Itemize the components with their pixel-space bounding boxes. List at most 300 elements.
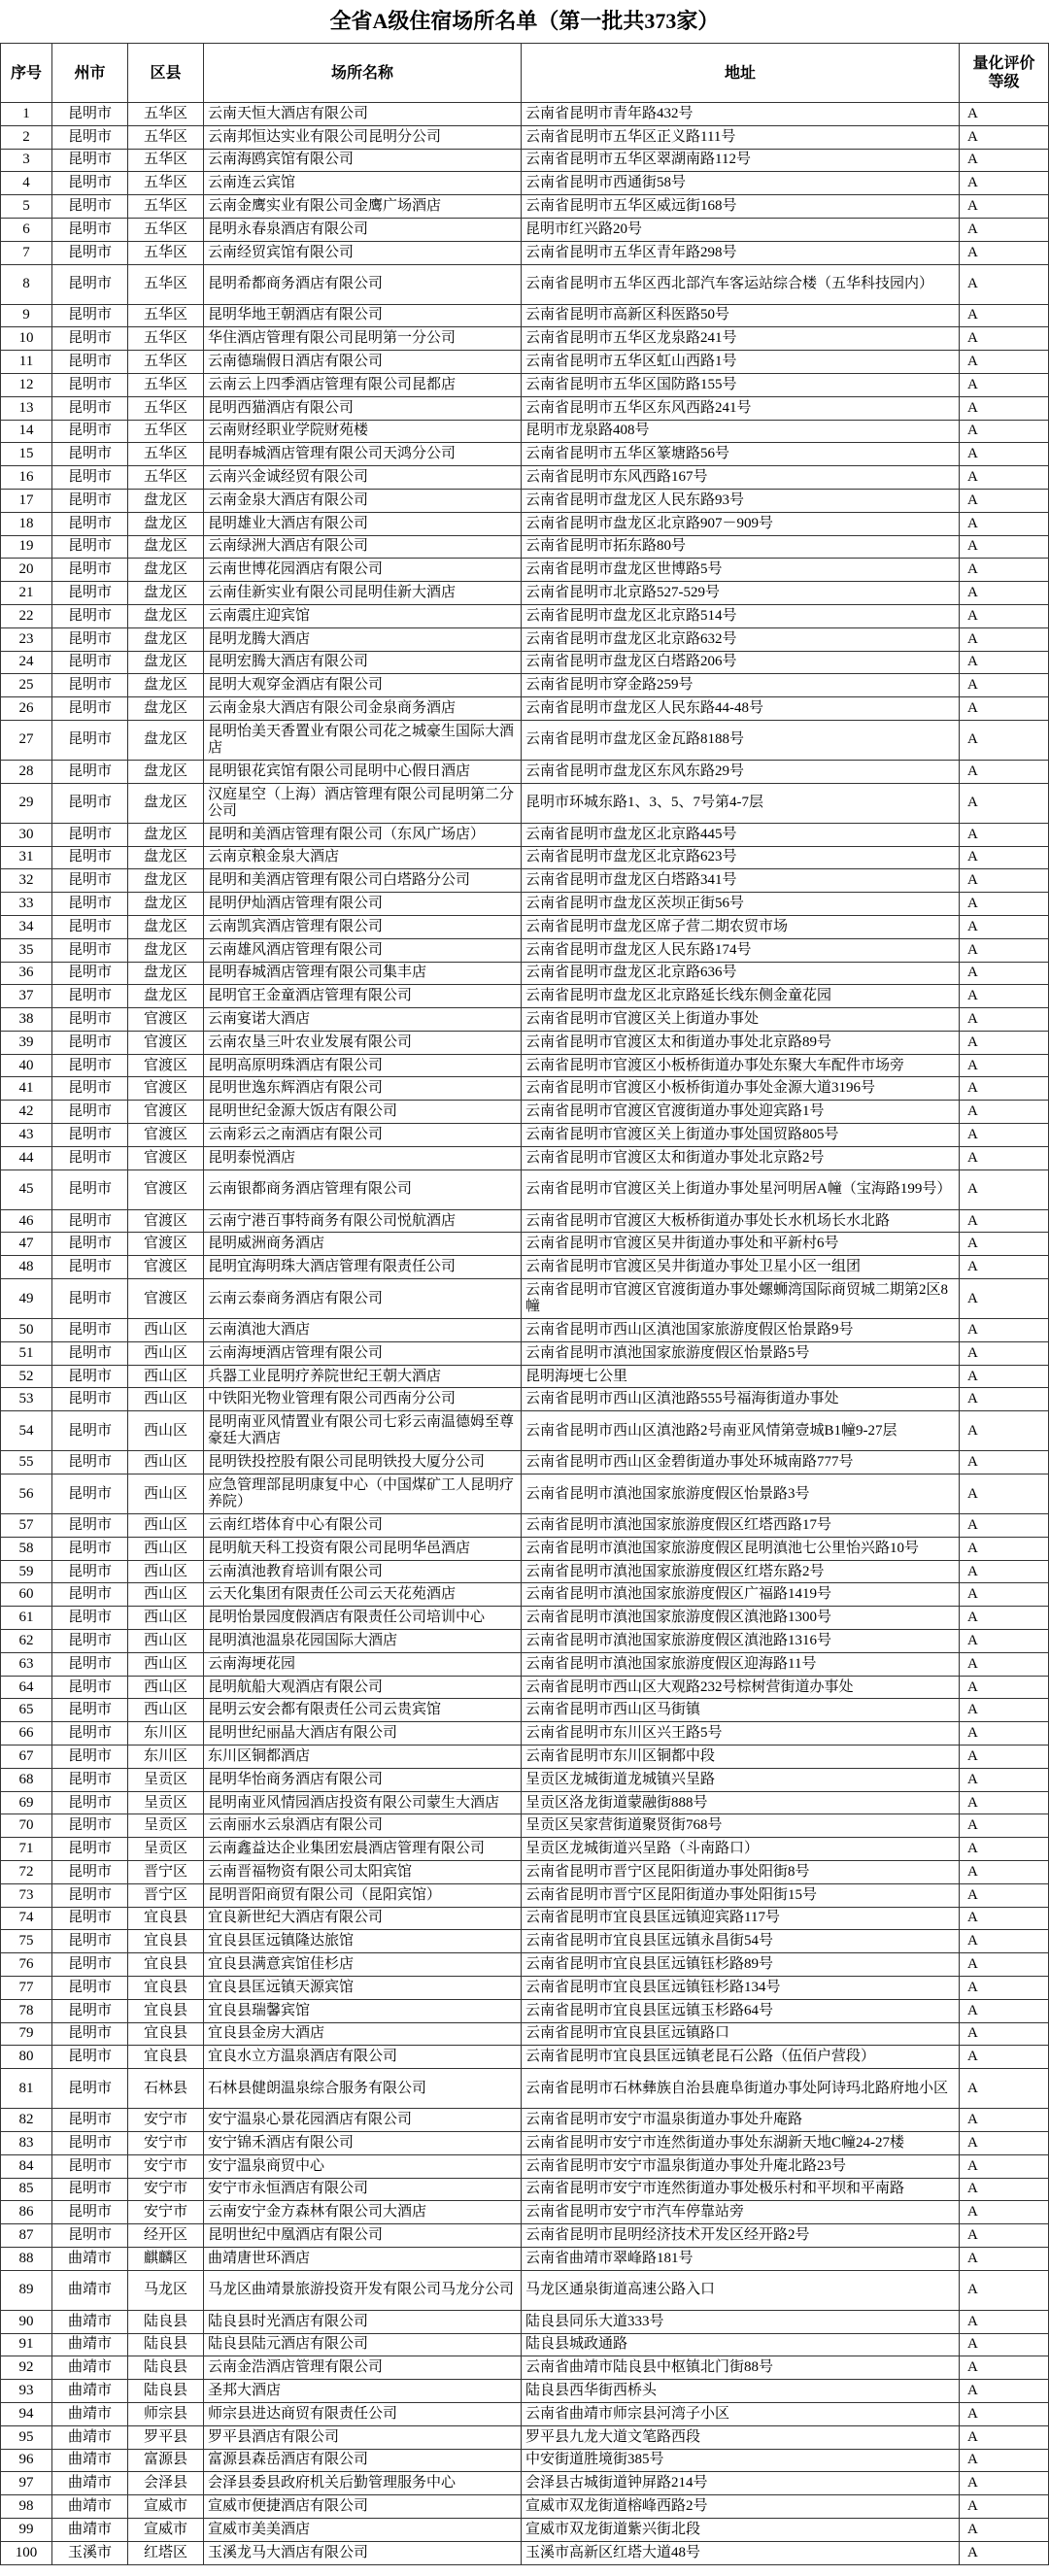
row-number: 76	[0, 1953, 52, 1977]
city-cell: 昆明市	[52, 893, 128, 916]
grade-cell: A	[960, 1677, 1049, 1700]
city-cell: 昆明市	[52, 1319, 128, 1342]
address-cell: 云南省昆明市五华区篆塘路56号	[522, 443, 960, 466]
address-cell: 云南省昆明市晋宁区昆阳街道办事处阳街8号	[522, 1861, 960, 1884]
table-row	[0, 2271, 1049, 2311]
address-cell: 云南省昆明市官渡区大板桥街道办事处长水机场长水北路	[522, 1210, 960, 1234]
grade-cell: A	[960, 1342, 1049, 1366]
address-cell: 云南省昆明市宜良县匡远镇路口	[522, 2023, 960, 2047]
venue-name-cell: 昆明世纪金源大饭店有限公司	[204, 1101, 522, 1124]
county-cell: 官渡区	[128, 1055, 204, 1078]
table-row	[0, 721, 1049, 761]
row-number: 1	[0, 103, 52, 126]
address-cell: 云南省昆明市五华区威远街168号	[522, 195, 960, 219]
venue-name-cell: 云南红塔体育中心有限公司	[204, 1514, 522, 1538]
venue-name-cell: 云南云上四季酒店管理有限公司昆都店	[204, 374, 522, 397]
county-cell: 盘龙区	[128, 784, 204, 824]
row-number: 41	[0, 1077, 52, 1101]
table-row	[0, 761, 1049, 784]
city-cell: 昆明市	[52, 513, 128, 536]
table-row	[0, 374, 1049, 397]
row-number: 42	[0, 1101, 52, 1124]
address-cell: 云南省昆明市官渡区小板桥街道办事处金源大道3196号	[522, 1077, 960, 1101]
county-cell: 呈贡区	[128, 1769, 204, 1792]
grade-cell: A	[960, 2542, 1049, 2565]
address-cell: 云南省昆明市盘龙区白塔路341号	[522, 869, 960, 893]
city-cell: 昆明市	[52, 1677, 128, 1700]
grade-cell: A	[960, 1279, 1049, 1319]
county-cell: 西山区	[128, 1342, 204, 1366]
address-cell: 昆明市龙泉路408号	[522, 421, 960, 444]
table-row	[0, 2311, 1049, 2334]
grade-cell: A	[960, 2403, 1049, 2426]
city-cell: 昆明市	[52, 2069, 128, 2109]
row-number: 86	[0, 2201, 52, 2224]
table-row	[0, 2519, 1049, 2542]
header-county: 区县	[128, 43, 204, 103]
city-cell: 昆明市	[52, 697, 128, 721]
row-number: 22	[0, 605, 52, 628]
venue-name-cell: 宜良县金房大酒店	[204, 2023, 522, 2047]
county-cell: 宜良县	[128, 2000, 204, 2023]
venue-name-cell: 云南海埂酒店管理有限公司	[204, 1342, 522, 1366]
county-cell: 富源县	[128, 2450, 204, 2473]
venue-name-cell: 云南滇池教育培训有限公司	[204, 1561, 522, 1584]
row-number: 49	[0, 1279, 52, 1319]
venue-name-cell: 师宗县进达商贸有限责任公司	[204, 2403, 522, 2426]
row-number: 70	[0, 1814, 52, 1838]
grade-cell: A	[960, 490, 1049, 513]
table-row	[0, 1561, 1049, 1584]
table-row	[0, 2179, 1049, 2202]
county-cell: 官渡区	[128, 1101, 204, 1124]
table-row	[0, 2356, 1049, 2380]
venue-name-cell: 昆明威洲商务酒店	[204, 1233, 522, 1256]
city-cell: 昆明市	[52, 1838, 128, 1861]
address-cell: 昆明市红兴路20号	[522, 219, 960, 242]
grade-cell: A	[960, 721, 1049, 761]
address-cell: 云南省昆明市五华区西北部汽车客运站综合楼（五华科技园内）	[522, 265, 960, 305]
county-cell: 盘龙区	[128, 652, 204, 675]
grade-cell: A	[960, 2069, 1049, 2109]
row-number: 46	[0, 1210, 52, 1234]
venue-name-cell: 昆明南亚风情园酒店投资有限公司蒙生大酒店	[204, 1792, 522, 1815]
row-number: 64	[0, 1677, 52, 1700]
grade-cell: A	[960, 2356, 1049, 2380]
venue-name-cell: 昆明宏腾大酒店有限公司	[204, 652, 522, 675]
venue-name-cell: 昆明世纪中凰酒店有限公司	[204, 2224, 522, 2248]
row-number: 7	[0, 242, 52, 265]
grade-cell: A	[960, 2023, 1049, 2047]
grade-cell: A	[960, 1561, 1049, 1584]
county-cell: 盘龙区	[128, 869, 204, 893]
city-cell: 曲靖市	[52, 2311, 128, 2334]
grade-cell: A	[960, 1124, 1049, 1147]
address-cell: 云南省昆明市昆明经济技术开发区经开路2号	[522, 2224, 960, 2248]
grade-cell: A	[960, 1884, 1049, 1908]
table-row	[0, 1653, 1049, 1677]
venue-name-cell: 曲靖唐世环酒店	[204, 2248, 522, 2271]
grade-cell: A	[960, 1210, 1049, 1234]
grade-cell: A	[960, 2132, 1049, 2155]
address-cell: 云南省昆明市盘龙区北京路延长线东侧金童花园	[522, 985, 960, 1008]
row-number: 100	[0, 2542, 52, 2565]
grade-cell: A	[960, 605, 1049, 628]
table-row	[0, 1861, 1049, 1884]
row-number: 36	[0, 963, 52, 986]
county-cell: 盘龙区	[128, 536, 204, 559]
address-cell: 云南省昆明市滇池国家旅游度假区怡景路5号	[522, 1342, 960, 1366]
row-number: 59	[0, 1561, 52, 1584]
address-cell: 云南省昆明市官渡区官渡街道办事处迎宾路1号	[522, 1101, 960, 1124]
county-cell: 五华区	[128, 351, 204, 374]
city-cell: 昆明市	[52, 1279, 128, 1319]
row-number: 32	[0, 869, 52, 893]
venue-name-cell: 云南凯宾酒店管理有限公司	[204, 916, 522, 939]
address-cell: 云南省昆明市宜良县匡远镇迎宾路117号	[522, 1908, 960, 1931]
grade-cell: A	[960, 513, 1049, 536]
table-row	[0, 2201, 1049, 2224]
row-number: 91	[0, 2334, 52, 2357]
venue-name-cell: 云南经贸宾馆有限公司	[204, 242, 522, 265]
address-cell: 云南省昆明市安宁市温泉街道办事处升庵北路23号	[522, 2155, 960, 2179]
table-row	[0, 2109, 1049, 2132]
table-row	[0, 1366, 1049, 1389]
venue-name-cell: 云南金鹰实业有限公司金鹰广场酒店	[204, 195, 522, 219]
grade-cell: A	[960, 824, 1049, 847]
venue-name-cell: 昆明云安会都有限责任公司云贵宾馆	[204, 1699, 522, 1722]
row-number: 68	[0, 1769, 52, 1792]
city-cell: 昆明市	[52, 126, 128, 150]
city-cell: 曲靖市	[52, 2472, 128, 2495]
city-cell: 昆明市	[52, 1953, 128, 1977]
grade-cell: A	[960, 219, 1049, 242]
county-cell: 西山区	[128, 1319, 204, 1342]
grade-cell: A	[960, 2334, 1049, 2357]
row-number: 25	[0, 674, 52, 697]
venue-name-cell: 云南佳新实业有限公司昆明佳新大酒店	[204, 582, 522, 605]
grade-cell: A	[960, 1722, 1049, 1746]
county-cell: 盘龙区	[128, 559, 204, 582]
city-cell: 昆明市	[52, 1722, 128, 1746]
row-number: 56	[0, 1474, 52, 1514]
grade-cell: A	[960, 939, 1049, 963]
venue-name-cell: 宜良县匡远镇天源宾馆	[204, 1977, 522, 2000]
table-row	[0, 219, 1049, 242]
county-cell: 呈贡区	[128, 1792, 204, 1815]
venue-name-cell: 云南金泉大酒店有限公司	[204, 490, 522, 513]
row-number: 39	[0, 1032, 52, 1055]
county-cell: 安宁市	[128, 2201, 204, 2224]
table-row	[0, 2069, 1049, 2109]
row-number: 29	[0, 784, 52, 824]
address-cell: 呈贡区吴家营街道聚贤街768号	[522, 1814, 960, 1838]
table-row	[0, 126, 1049, 150]
row-number: 44	[0, 1147, 52, 1170]
county-cell: 五华区	[128, 219, 204, 242]
city-cell: 昆明市	[52, 1514, 128, 1538]
venue-name-cell: 应急管理部昆明康复中心（中国煤矿工人昆明疗养院）	[204, 1474, 522, 1514]
table-row	[0, 513, 1049, 536]
table-row	[0, 1884, 1049, 1908]
county-cell: 西山区	[128, 1583, 204, 1607]
venue-name-cell: 昆明晋阳商贸有限公司（昆阳宾馆）	[204, 1884, 522, 1908]
county-cell: 五华区	[128, 374, 204, 397]
city-cell: 昆明市	[52, 1101, 128, 1124]
county-cell: 西山区	[128, 1561, 204, 1584]
county-cell: 马龙区	[128, 2271, 204, 2311]
grade-cell: A	[960, 1930, 1049, 1953]
city-cell: 昆明市	[52, 1210, 128, 1234]
county-cell: 官渡区	[128, 1256, 204, 1279]
venue-name-cell: 云南兴金诚经贸有限公司	[204, 466, 522, 490]
county-cell: 师宗县	[128, 2403, 204, 2426]
venue-name-cell: 昆明龙腾大酒店	[204, 628, 522, 652]
row-number: 71	[0, 1838, 52, 1861]
table-row	[0, 628, 1049, 652]
county-cell: 盘龙区	[128, 985, 204, 1008]
venue-name-cell: 云南宴诺大酒店	[204, 1008, 522, 1032]
table-row	[0, 916, 1049, 939]
venue-name-cell: 陆良县陆元酒店有限公司	[204, 2334, 522, 2357]
county-cell: 五华区	[128, 327, 204, 351]
table-row	[0, 2023, 1049, 2047]
county-cell: 安宁市	[128, 2132, 204, 2155]
city-cell: 昆明市	[52, 2224, 128, 2248]
venue-name-cell: 马龙区曲靖景旅游投资开发有限公司马龙分公司	[204, 2271, 522, 2311]
city-cell: 昆明市	[52, 2179, 128, 2202]
address-cell: 宣威市双龙街道紫兴街北段	[522, 2519, 960, 2542]
city-cell: 曲靖市	[52, 2271, 128, 2311]
county-cell: 安宁市	[128, 2155, 204, 2179]
address-cell: 云南省昆明市宜良县匡远镇永昌街54号	[522, 1930, 960, 1953]
city-cell: 曲靖市	[52, 2519, 128, 2542]
county-cell: 西山区	[128, 1514, 204, 1538]
address-cell: 云南省昆明市东川区铜都中段	[522, 1746, 960, 1769]
table-row	[0, 2403, 1049, 2426]
city-cell: 昆明市	[52, 784, 128, 824]
venue-name-cell: 安宁温泉心景花园酒店有限公司	[204, 2109, 522, 2132]
venue-name-cell: 昆明和美酒店管理有限公司（东风广场店）	[204, 824, 522, 847]
city-cell: 昆明市	[52, 490, 128, 513]
city-cell: 昆明市	[52, 1561, 128, 1584]
row-number: 31	[0, 847, 52, 870]
table-row	[0, 2450, 1049, 2473]
table-row	[0, 351, 1049, 374]
city-cell: 昆明市	[52, 2000, 128, 2023]
city-cell: 昆明市	[52, 103, 128, 126]
county-cell: 五华区	[128, 172, 204, 195]
grade-cell: A	[960, 2201, 1049, 2224]
county-cell: 盘龙区	[128, 697, 204, 721]
city-cell: 昆明市	[52, 1930, 128, 1953]
address-cell: 云南省昆明市官渡区关上街道办事处	[522, 1008, 960, 1032]
table-row	[0, 1538, 1049, 1561]
grade-cell: A	[960, 1814, 1049, 1838]
row-number: 14	[0, 421, 52, 444]
address-cell: 云南省昆明市盘龙区白塔路206号	[522, 652, 960, 675]
city-cell: 昆明市	[52, 605, 128, 628]
grade-cell: A	[960, 2179, 1049, 2202]
grade-cell: A	[960, 1583, 1049, 1607]
venue-name-cell: 东川区铜都酒店	[204, 1746, 522, 1769]
city-cell: 昆明市	[52, 1653, 128, 1677]
address-cell: 昆明海埂七公里	[522, 1366, 960, 1389]
city-cell: 昆明市	[52, 1607, 128, 1630]
row-number: 62	[0, 1630, 52, 1653]
county-cell: 安宁市	[128, 2179, 204, 2202]
grade-cell: A	[960, 374, 1049, 397]
table-row	[0, 443, 1049, 466]
grade-cell: A	[960, 2155, 1049, 2179]
address-cell: 云南省昆明市西山区马街镇	[522, 1699, 960, 1722]
table-row	[0, 1170, 1049, 1210]
grade-cell: A	[960, 869, 1049, 893]
grade-cell: A	[960, 1607, 1049, 1630]
county-cell: 罗平县	[128, 2426, 204, 2450]
row-number: 19	[0, 536, 52, 559]
city-cell: 昆明市	[52, 443, 128, 466]
grade-cell: A	[960, 985, 1049, 1008]
grade-cell: A	[960, 150, 1049, 173]
county-cell: 陆良县	[128, 2356, 204, 2380]
row-number: 10	[0, 327, 52, 351]
grade-cell: A	[960, 265, 1049, 305]
row-number: 34	[0, 916, 52, 939]
row-number: 23	[0, 628, 52, 652]
county-cell: 五华区	[128, 150, 204, 173]
city-cell: 昆明市	[52, 1977, 128, 2000]
venue-name-cell: 安宁市永恒酒店有限公司	[204, 2179, 522, 2202]
row-number: 3	[0, 150, 52, 173]
venue-table	[0, 43, 1049, 2565]
address-cell: 云南省昆明市西山区滇池国家旅游度假区怡景路9号	[522, 1319, 960, 1342]
row-number: 27	[0, 721, 52, 761]
table-row	[0, 652, 1049, 675]
table-row	[0, 674, 1049, 697]
row-number: 12	[0, 374, 52, 397]
row-number: 4	[0, 172, 52, 195]
row-number: 80	[0, 2046, 52, 2069]
county-cell: 西山区	[128, 1451, 204, 1474]
grade-cell: A	[960, 2495, 1049, 2519]
city-cell: 昆明市	[52, 985, 128, 1008]
table-row	[0, 195, 1049, 219]
row-number: 78	[0, 2000, 52, 2023]
city-cell: 昆明市	[52, 2132, 128, 2155]
table-row	[0, 242, 1049, 265]
county-cell: 盘龙区	[128, 824, 204, 847]
city-cell: 曲靖市	[52, 2248, 128, 2271]
grade-cell: A	[960, 2472, 1049, 2495]
address-cell: 云南省昆明市穿金路259号	[522, 674, 960, 697]
venue-name-cell: 昆明官王金童酒店管理有限公司	[204, 985, 522, 1008]
address-cell: 呈贡区洛龙街道蒙融街888号	[522, 1792, 960, 1815]
address-cell: 云南省昆明市盘龙区席子营二期农贸市场	[522, 916, 960, 939]
address-cell: 云南省昆明市五华区龙泉路241号	[522, 327, 960, 351]
county-cell: 官渡区	[128, 1008, 204, 1032]
city-cell: 昆明市	[52, 1342, 128, 1366]
grade-cell: A	[960, 351, 1049, 374]
county-cell: 晋宁区	[128, 1884, 204, 1908]
row-number: 16	[0, 466, 52, 490]
row-number: 21	[0, 582, 52, 605]
county-cell: 西山区	[128, 1366, 204, 1389]
venue-name-cell: 云南滇池大酒店	[204, 1319, 522, 1342]
row-number: 79	[0, 2023, 52, 2047]
grade-cell: A	[960, 784, 1049, 824]
row-number: 97	[0, 2472, 52, 2495]
city-cell: 昆明市	[52, 1411, 128, 1451]
grade-cell: A	[960, 1769, 1049, 1792]
city-cell: 昆明市	[52, 421, 128, 444]
venue-name-cell: 中铁阳光物业管理有限公司西南分公司	[204, 1388, 522, 1411]
city-cell: 昆明市	[52, 1008, 128, 1032]
table-row	[0, 1630, 1049, 1653]
row-number: 67	[0, 1746, 52, 1769]
county-cell: 盘龙区	[128, 893, 204, 916]
address-cell: 云南省昆明市盘龙区北京路623号	[522, 847, 960, 870]
header-address: 地址	[522, 43, 960, 103]
venue-name-cell: 昆明滇池温泉花园国际大酒店	[204, 1630, 522, 1653]
grade-cell: A	[960, 1366, 1049, 1389]
address-cell: 云南省昆明市滇池国家旅游度假区迎海路11号	[522, 1653, 960, 1677]
row-number: 53	[0, 1388, 52, 1411]
venue-name-cell: 云南海鸥宾馆有限公司	[204, 150, 522, 173]
city-cell: 昆明市	[52, 1032, 128, 1055]
venue-name-cell: 汉庭星空（上海）酒店管理有限公司昆明第二分公司	[204, 784, 522, 824]
county-cell: 官渡区	[128, 1124, 204, 1147]
table-row	[0, 172, 1049, 195]
grade-cell: A	[960, 327, 1049, 351]
header-city: 州市	[52, 43, 128, 103]
grade-cell: A	[960, 1077, 1049, 1101]
table-row	[0, 2495, 1049, 2519]
county-cell: 宣威市	[128, 2495, 204, 2519]
table-row	[0, 327, 1049, 351]
table-row	[0, 397, 1049, 421]
row-number: 94	[0, 2403, 52, 2426]
address-cell: 云南省昆明市官渡区关上街道办事处星河明居A幢（宝海路199号）	[522, 1170, 960, 1210]
grade-cell: A	[960, 1746, 1049, 1769]
table-row	[0, 2334, 1049, 2357]
address-cell: 云南省昆明市东风西路167号	[522, 466, 960, 490]
row-number: 28	[0, 761, 52, 784]
table-header-row	[0, 43, 1049, 103]
grade-cell: A	[960, 2380, 1049, 2403]
table-row	[0, 1411, 1049, 1451]
header-venue-name: 场所名称	[204, 43, 522, 103]
grade-cell: A	[960, 2224, 1049, 2248]
grade-cell: A	[960, 2046, 1049, 2069]
table-row	[0, 869, 1049, 893]
city-cell: 昆明市	[52, 1746, 128, 1769]
row-number: 90	[0, 2311, 52, 2334]
county-cell: 宣威市	[128, 2519, 204, 2542]
address-cell: 云南省昆明市官渡区关上街道办事处国贸路805号	[522, 1124, 960, 1147]
county-cell: 陆良县	[128, 2334, 204, 2357]
address-cell: 云南省昆明市官渡区太和街道办事处北京路2号	[522, 1147, 960, 1170]
city-cell: 昆明市	[52, 351, 128, 374]
grade-cell: A	[960, 761, 1049, 784]
row-number: 84	[0, 2155, 52, 2179]
address-cell: 云南省昆明市北京路527-529号	[522, 582, 960, 605]
address-cell: 云南省昆明市拓东路80号	[522, 536, 960, 559]
county-cell: 五华区	[128, 421, 204, 444]
grade-cell: A	[960, 697, 1049, 721]
address-cell: 马龙区通泉街道高速公路入口	[522, 2271, 960, 2311]
city-cell: 昆明市	[52, 1769, 128, 1792]
